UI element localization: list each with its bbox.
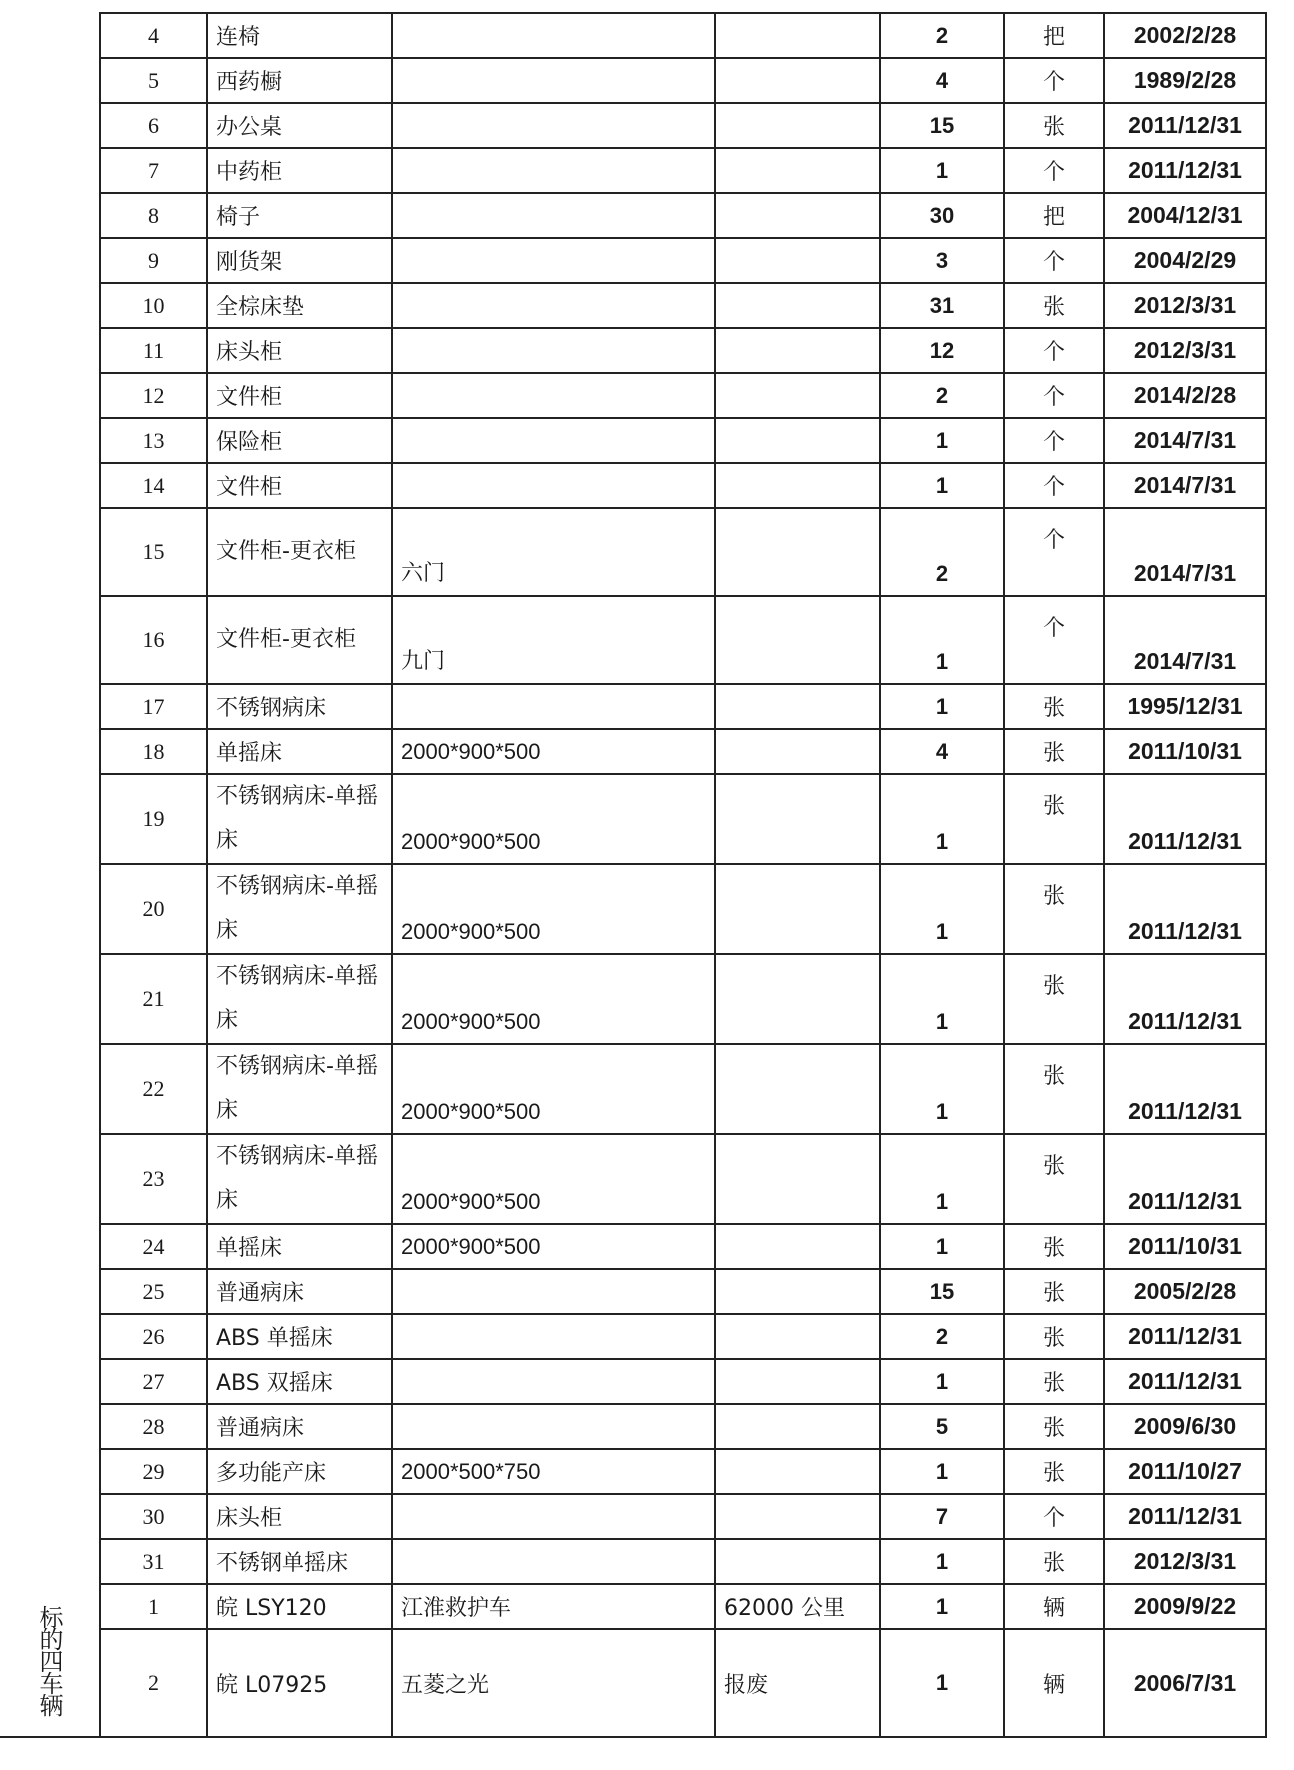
item-number: 25 bbox=[100, 1269, 207, 1314]
table-row bbox=[0, 1449, 1266, 1494]
item-quantity: 1 bbox=[880, 774, 1004, 864]
item-spec bbox=[392, 238, 715, 283]
item-name: 不锈钢病床-单摇床 bbox=[207, 954, 392, 1044]
item-spec: 2000*900*500 bbox=[392, 1224, 715, 1269]
item-number: 16 bbox=[100, 596, 207, 684]
blank-category-cell bbox=[0, 463, 100, 508]
item-spec: 2000*900*500 bbox=[392, 774, 715, 864]
table-row bbox=[0, 193, 1266, 238]
item-note bbox=[715, 1539, 880, 1584]
item-number: 5 bbox=[100, 58, 207, 103]
item-number: 19 bbox=[100, 774, 207, 864]
item-date: 2011/12/31 bbox=[1104, 774, 1266, 864]
item-quantity: 1 bbox=[880, 1449, 1004, 1494]
item-date: 2014/7/31 bbox=[1104, 418, 1266, 463]
item-unit: 张 bbox=[1004, 283, 1104, 328]
item-note bbox=[715, 373, 880, 418]
item-date: 2004/2/29 bbox=[1104, 238, 1266, 283]
item-number: 12 bbox=[100, 373, 207, 418]
item-date: 2011/10/31 bbox=[1104, 1224, 1266, 1269]
item-unit: 张 bbox=[1004, 774, 1104, 864]
vehicle-number: 2 bbox=[100, 1629, 207, 1737]
item-number: 6 bbox=[100, 103, 207, 148]
blank-category-cell bbox=[0, 596, 100, 684]
table-row bbox=[0, 864, 1266, 954]
item-spec bbox=[392, 1359, 715, 1404]
item-note bbox=[715, 328, 880, 373]
item-name: 单摇床 bbox=[207, 729, 392, 774]
item-date: 2002/2/28 bbox=[1104, 13, 1266, 58]
blank-category-cell bbox=[0, 508, 100, 596]
item-quantity: 1 bbox=[880, 148, 1004, 193]
item-quantity: 30 bbox=[880, 193, 1004, 238]
item-unit: 个 bbox=[1004, 596, 1104, 684]
item-number: 18 bbox=[100, 729, 207, 774]
item-name: 普通病床 bbox=[207, 1404, 392, 1449]
item-spec bbox=[392, 103, 715, 148]
item-note bbox=[715, 463, 880, 508]
item-spec bbox=[392, 148, 715, 193]
blank-category-cell bbox=[0, 328, 100, 373]
item-name: 椅子 bbox=[207, 193, 392, 238]
blank-category-cell bbox=[0, 58, 100, 103]
blank-category-cell bbox=[0, 729, 100, 774]
vehicle-unit: 辆 bbox=[1004, 1629, 1104, 1737]
item-unit: 个 bbox=[1004, 148, 1104, 193]
item-quantity: 1 bbox=[880, 864, 1004, 954]
item-note bbox=[715, 193, 880, 238]
item-date: 2011/12/31 bbox=[1104, 103, 1266, 148]
item-date: 2012/3/31 bbox=[1104, 1539, 1266, 1584]
item-quantity: 2 bbox=[880, 373, 1004, 418]
blank-category-cell bbox=[0, 1359, 100, 1404]
item-name: 刚货架 bbox=[207, 238, 392, 283]
item-quantity: 1 bbox=[880, 1134, 1004, 1224]
item-quantity: 15 bbox=[880, 1269, 1004, 1314]
blank-category-cell bbox=[0, 1044, 100, 1134]
blank-category-cell bbox=[0, 1269, 100, 1314]
item-quantity: 31 bbox=[880, 283, 1004, 328]
item-unit: 张 bbox=[1004, 684, 1104, 729]
blank-category-cell bbox=[0, 1224, 100, 1269]
vehicle-note: 报废 bbox=[715, 1629, 880, 1737]
item-name: 西药橱 bbox=[207, 58, 392, 103]
blank-category-cell bbox=[0, 103, 100, 148]
item-spec bbox=[392, 13, 715, 58]
item-number: 13 bbox=[100, 418, 207, 463]
item-number: 28 bbox=[100, 1404, 207, 1449]
blank-category-cell bbox=[0, 238, 100, 283]
blank-category-cell bbox=[0, 1494, 100, 1539]
item-note bbox=[715, 1494, 880, 1539]
item-unit: 张 bbox=[1004, 1404, 1104, 1449]
item-date: 2011/12/31 bbox=[1104, 148, 1266, 193]
item-spec bbox=[392, 58, 715, 103]
item-spec bbox=[392, 1539, 715, 1584]
item-name: 连椅 bbox=[207, 13, 392, 58]
item-note bbox=[715, 1449, 880, 1494]
table-row bbox=[0, 58, 1266, 103]
item-spec: 2000*900*500 bbox=[392, 954, 715, 1044]
item-note bbox=[715, 1359, 880, 1404]
item-number: 7 bbox=[100, 148, 207, 193]
item-quantity: 4 bbox=[880, 729, 1004, 774]
item-note bbox=[715, 103, 880, 148]
vehicle-spec: 江淮救护车 bbox=[392, 1584, 715, 1629]
item-note bbox=[715, 418, 880, 463]
item-unit: 张 bbox=[1004, 864, 1104, 954]
vehicle-name: 皖 LSY120 bbox=[207, 1584, 392, 1629]
table-row bbox=[0, 1359, 1266, 1404]
item-number: 9 bbox=[100, 238, 207, 283]
table-row bbox=[0, 954, 1266, 1044]
item-quantity: 1 bbox=[880, 1359, 1004, 1404]
item-name: 单摇床 bbox=[207, 1224, 392, 1269]
item-date: 2004/12/31 bbox=[1104, 193, 1266, 238]
item-spec bbox=[392, 1314, 715, 1359]
item-number: 14 bbox=[100, 463, 207, 508]
item-number: 4 bbox=[100, 13, 207, 58]
item-number: 21 bbox=[100, 954, 207, 1044]
vehicle-unit: 辆 bbox=[1004, 1584, 1104, 1629]
item-note bbox=[715, 283, 880, 328]
item-spec: 2000*900*500 bbox=[392, 864, 715, 954]
item-unit: 张 bbox=[1004, 1539, 1104, 1584]
table-row bbox=[0, 1494, 1266, 1539]
category-cell bbox=[0, 1584, 100, 1737]
item-date: 2011/12/31 bbox=[1104, 1314, 1266, 1359]
item-spec bbox=[392, 193, 715, 238]
vehicle-row bbox=[0, 1584, 1266, 1629]
item-quantity: 1 bbox=[880, 463, 1004, 508]
vehicle-number: 1 bbox=[100, 1584, 207, 1629]
item-date: 2012/3/31 bbox=[1104, 283, 1266, 328]
item-spec bbox=[392, 684, 715, 729]
item-note bbox=[715, 1044, 880, 1134]
vehicle-date: 2006/7/31 bbox=[1104, 1629, 1266, 1737]
item-unit: 把 bbox=[1004, 193, 1104, 238]
item-unit: 张 bbox=[1004, 1224, 1104, 1269]
item-note bbox=[715, 774, 880, 864]
blank-category-cell bbox=[0, 1404, 100, 1449]
blank-category-cell bbox=[0, 373, 100, 418]
item-quantity: 3 bbox=[880, 238, 1004, 283]
item-date: 2012/3/31 bbox=[1104, 328, 1266, 373]
item-note bbox=[715, 864, 880, 954]
category-label: 标的四车辆 bbox=[35, 1605, 63, 1715]
vehicle-row bbox=[0, 1629, 1266, 1737]
item-name: 床头柜 bbox=[207, 1494, 392, 1539]
item-unit: 个 bbox=[1004, 328, 1104, 373]
item-quantity: 1 bbox=[880, 1539, 1004, 1584]
table-row bbox=[0, 13, 1266, 58]
item-unit: 个 bbox=[1004, 418, 1104, 463]
item-number: 17 bbox=[100, 684, 207, 729]
item-date: 1989/2/28 bbox=[1104, 58, 1266, 103]
item-note bbox=[715, 1224, 880, 1269]
table-row bbox=[0, 373, 1266, 418]
item-number: 22 bbox=[100, 1044, 207, 1134]
blank-category-cell bbox=[0, 1449, 100, 1494]
table-row bbox=[0, 729, 1266, 774]
table-row bbox=[0, 1269, 1266, 1314]
vehicle-quantity: 1 bbox=[880, 1584, 1004, 1629]
item-number: 26 bbox=[100, 1314, 207, 1359]
item-quantity: 15 bbox=[880, 103, 1004, 148]
item-quantity: 12 bbox=[880, 328, 1004, 373]
item-name: 文件柜-更衣柜 bbox=[207, 508, 392, 596]
item-number: 24 bbox=[100, 1224, 207, 1269]
item-unit: 张 bbox=[1004, 1449, 1104, 1494]
item-spec: 2000*900*500 bbox=[392, 1044, 715, 1134]
item-spec bbox=[392, 1269, 715, 1314]
item-name: 保险柜 bbox=[207, 418, 392, 463]
item-quantity: 4 bbox=[880, 58, 1004, 103]
item-date: 2011/12/31 bbox=[1104, 1134, 1266, 1224]
item-date: 2011/10/31 bbox=[1104, 729, 1266, 774]
item-name: 不锈钢病床-单摇床 bbox=[207, 864, 392, 954]
item-name: 文件柜 bbox=[207, 463, 392, 508]
vehicle-name: 皖 L07925 bbox=[207, 1629, 392, 1737]
table-row bbox=[0, 463, 1266, 508]
table-row bbox=[0, 1044, 1266, 1134]
item-number: 31 bbox=[100, 1539, 207, 1584]
item-spec: 2000*500*750 bbox=[392, 1449, 715, 1494]
item-quantity: 2 bbox=[880, 13, 1004, 58]
item-spec bbox=[392, 328, 715, 373]
item-quantity: 1 bbox=[880, 954, 1004, 1044]
item-unit: 个 bbox=[1004, 508, 1104, 596]
item-unit: 张 bbox=[1004, 729, 1104, 774]
item-unit: 个 bbox=[1004, 58, 1104, 103]
table-row bbox=[0, 148, 1266, 193]
blank-category-cell bbox=[0, 193, 100, 238]
table-row bbox=[0, 418, 1266, 463]
item-date: 2009/6/30 bbox=[1104, 1404, 1266, 1449]
item-spec: 六门 bbox=[392, 508, 715, 596]
blank-category-cell bbox=[0, 1134, 100, 1224]
table-row bbox=[0, 1404, 1266, 1449]
item-unit: 个 bbox=[1004, 238, 1104, 283]
blank-category-cell bbox=[0, 1314, 100, 1359]
item-unit: 张 bbox=[1004, 954, 1104, 1044]
item-spec bbox=[392, 1494, 715, 1539]
item-number: 20 bbox=[100, 864, 207, 954]
item-unit: 个 bbox=[1004, 1494, 1104, 1539]
table-row bbox=[0, 1314, 1266, 1359]
item-note bbox=[715, 1314, 880, 1359]
item-note bbox=[715, 508, 880, 596]
item-date: 2011/12/31 bbox=[1104, 1359, 1266, 1404]
blank-category-cell bbox=[0, 1539, 100, 1584]
item-note bbox=[715, 1404, 880, 1449]
table-row bbox=[0, 774, 1266, 864]
item-name: 不锈钢病床 bbox=[207, 684, 392, 729]
table-row bbox=[0, 238, 1266, 283]
blank-category-cell bbox=[0, 148, 100, 193]
item-date: 2011/10/27 bbox=[1104, 1449, 1266, 1494]
item-spec bbox=[392, 373, 715, 418]
item-note bbox=[715, 238, 880, 283]
item-number: 27 bbox=[100, 1359, 207, 1404]
item-quantity: 2 bbox=[880, 1314, 1004, 1359]
item-note bbox=[715, 1269, 880, 1314]
blank-category-cell bbox=[0, 13, 100, 58]
blank-category-cell bbox=[0, 774, 100, 864]
item-date: 2011/12/31 bbox=[1104, 1494, 1266, 1539]
item-name: 办公桌 bbox=[207, 103, 392, 148]
item-quantity: 1 bbox=[880, 1044, 1004, 1134]
item-date: 2011/12/31 bbox=[1104, 954, 1266, 1044]
item-unit: 张 bbox=[1004, 1314, 1104, 1359]
item-quantity: 7 bbox=[880, 1494, 1004, 1539]
blank-category-cell bbox=[0, 418, 100, 463]
item-date: 2014/2/28 bbox=[1104, 373, 1266, 418]
item-note bbox=[715, 684, 880, 729]
vehicle-quantity: 1 bbox=[880, 1629, 1004, 1737]
table-row bbox=[0, 684, 1266, 729]
item-quantity: 2 bbox=[880, 508, 1004, 596]
item-date: 2014/7/31 bbox=[1104, 596, 1266, 684]
item-name: 文件柜 bbox=[207, 373, 392, 418]
item-spec bbox=[392, 1404, 715, 1449]
vehicle-spec: 五菱之光 bbox=[392, 1629, 715, 1737]
item-number: 11 bbox=[100, 328, 207, 373]
item-name: 普通病床 bbox=[207, 1269, 392, 1314]
blank-category-cell bbox=[0, 954, 100, 1044]
item-number: 30 bbox=[100, 1494, 207, 1539]
item-name: 全棕床垫 bbox=[207, 283, 392, 328]
item-unit: 张 bbox=[1004, 1044, 1104, 1134]
item-date: 2011/12/31 bbox=[1104, 1044, 1266, 1134]
item-number: 23 bbox=[100, 1134, 207, 1224]
item-name: 多功能产床 bbox=[207, 1449, 392, 1494]
item-date: 2014/7/31 bbox=[1104, 508, 1266, 596]
item-spec bbox=[392, 418, 715, 463]
item-quantity: 1 bbox=[880, 596, 1004, 684]
item-spec: 2000*900*500 bbox=[392, 729, 715, 774]
item-name: 文件柜-更衣柜 bbox=[207, 596, 392, 684]
blank-category-cell bbox=[0, 684, 100, 729]
item-spec bbox=[392, 283, 715, 328]
item-quantity: 1 bbox=[880, 418, 1004, 463]
item-quantity: 1 bbox=[880, 1224, 1004, 1269]
item-note bbox=[715, 596, 880, 684]
item-note bbox=[715, 1134, 880, 1224]
item-note bbox=[715, 58, 880, 103]
table-row bbox=[0, 508, 1266, 596]
item-number: 8 bbox=[100, 193, 207, 238]
item-name: 不锈钢病床-单摇床 bbox=[207, 1044, 392, 1134]
vehicle-note: 62000 公里 bbox=[715, 1584, 880, 1629]
blank-category-cell bbox=[0, 864, 100, 954]
item-quantity: 5 bbox=[880, 1404, 1004, 1449]
table-row bbox=[0, 1539, 1266, 1584]
item-spec: 九门 bbox=[392, 596, 715, 684]
table-row bbox=[0, 103, 1266, 148]
item-spec bbox=[392, 463, 715, 508]
item-number: 10 bbox=[100, 283, 207, 328]
item-date: 1995/12/31 bbox=[1104, 684, 1266, 729]
item-note bbox=[715, 954, 880, 1044]
item-date: 2011/12/31 bbox=[1104, 864, 1266, 954]
table-row bbox=[0, 1224, 1266, 1269]
item-unit: 个 bbox=[1004, 463, 1104, 508]
item-date: 2014/7/31 bbox=[1104, 463, 1266, 508]
item-name: 不锈钢单摇床 bbox=[207, 1539, 392, 1584]
item-unit: 张 bbox=[1004, 1359, 1104, 1404]
asset-table bbox=[0, 12, 1267, 1738]
item-unit: 个 bbox=[1004, 373, 1104, 418]
item-name: 中药柜 bbox=[207, 148, 392, 193]
blank-category-cell bbox=[0, 283, 100, 328]
item-note bbox=[715, 13, 880, 58]
table-row bbox=[0, 328, 1266, 373]
item-unit: 张 bbox=[1004, 1134, 1104, 1224]
item-name: ABS 双摇床 bbox=[207, 1359, 392, 1404]
item-quantity: 1 bbox=[880, 684, 1004, 729]
item-unit: 张 bbox=[1004, 103, 1104, 148]
item-number: 29 bbox=[100, 1449, 207, 1494]
item-name: ABS 单摇床 bbox=[207, 1314, 392, 1359]
item-name: 床头柜 bbox=[207, 328, 392, 373]
table-row bbox=[0, 1134, 1266, 1224]
table-row bbox=[0, 283, 1266, 328]
item-unit: 张 bbox=[1004, 1269, 1104, 1314]
item-number: 15 bbox=[100, 508, 207, 596]
item-date: 2005/2/28 bbox=[1104, 1269, 1266, 1314]
vehicle-date: 2009/9/22 bbox=[1104, 1584, 1266, 1629]
item-name: 不锈钢病床-单摇床 bbox=[207, 1134, 392, 1224]
item-spec: 2000*900*500 bbox=[392, 1134, 715, 1224]
item-unit: 把 bbox=[1004, 13, 1104, 58]
item-note bbox=[715, 729, 880, 774]
item-name: 不锈钢病床-单摇床 bbox=[207, 774, 392, 864]
table-row bbox=[0, 596, 1266, 684]
item-note bbox=[715, 148, 880, 193]
